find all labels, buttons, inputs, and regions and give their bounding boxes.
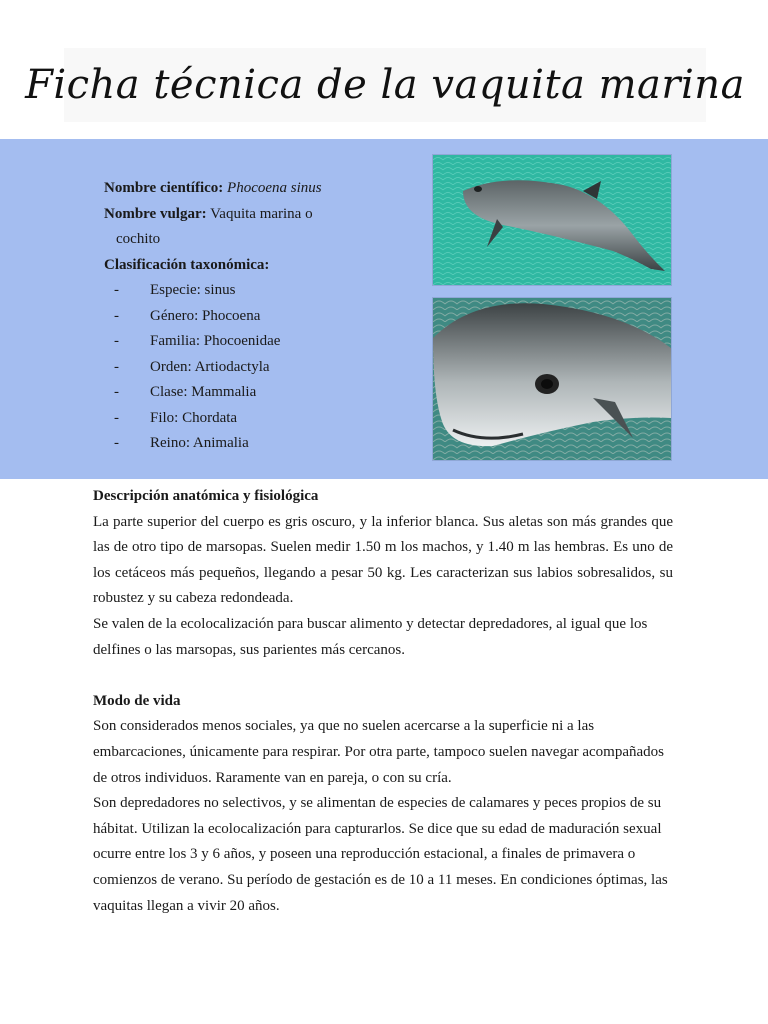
taxonomy-item: - Reino: Animalia [114,435,249,451]
vaquita-closeup-image [433,298,671,460]
scientific-name-value: Phocoena sinus [227,180,322,196]
lifestyle-paragraph-1: Son considerados menos sociales, ya que no suelen acercarse a la superficie ni a las embarcaciones, únicamente para respirar. Por otra parte, tampoco suelen navegar acompañados de otros individuos. Raramente van en pareja, o con su cría. [93,718,664,786]
taxonomy-item: - Clase: Mammalia [114,384,257,400]
vaquita-photo-net [432,154,672,286]
taxonomy-heading: Clasificación taxonómica: [104,256,270,273]
main-text [93,484,673,919]
lifestyle-paragraph-2: Son depredadores no selectivos, y se alimentan de especies de calamares y peces propios de su hábitat. Utilizan la ecolocalización para capturarlos. Se dice que su edad de maduración sexual ocurre entre los 3 y 6 años, y poseen una reproducción estacional, a finales de primavera o comienzos de verano. Su período de gestación es de 10 a 11 meses. En condiciones óptimas, las vaquitas llegan a vivir 20 años. [93,795,668,914]
common-name-label: Nombre vulgar: [104,205,207,222]
species-info [104,176,404,457]
vaquita-photo-closeup [432,297,672,461]
description-heading: Descripción anatómica y fisiológica [93,488,319,504]
common-name-continuation: cochito [116,231,161,247]
taxonomy-item: - Familia: Phocoenidae [114,333,281,349]
taxonomy-item: - Especie: sinus [114,282,236,298]
page-title: Ficha técnica de la vaquita marina [25,62,745,108]
description-paragraph-2: Se valen de la ecolocalización para buscar alimento y detectar depredadores, al igual que los delfines o las marsopas, sus parientes más cercanos. [93,615,648,658]
scientific-name-label: Nombre científico: [104,180,224,196]
title-banner [25,48,745,122]
taxonomy-item: - Género: Phocoena [114,307,261,324]
common-name-value: Vaquita marina o [210,205,313,222]
spacer [93,663,673,689]
taxonomy-item: - Orden: Artiodactyla [114,358,270,375]
taxonomy-item: - Filo: Chordata [114,409,238,426]
taxonomy-list [104,278,404,457]
lifestyle-heading: Modo de vida [93,692,181,709]
vaquita-on-net-image [433,155,671,285]
description-paragraph-1: La parte superior del cuerpo es gris oscuro, y la inferior blanca. Sus aletas son más grandes que las de otro tipo de marsopas. Suelen medir 1.50 m los machos, y 1.40 m las hembras. Es uno de los cetáceos más pequeños, llegando a pesar 50 kg. Les caracterizan sus labios sobresalidos, su robustez y su cabeza redondeada. [93,513,673,607]
scientific-name-row [104,176,404,202]
common-name-row [104,202,404,228]
